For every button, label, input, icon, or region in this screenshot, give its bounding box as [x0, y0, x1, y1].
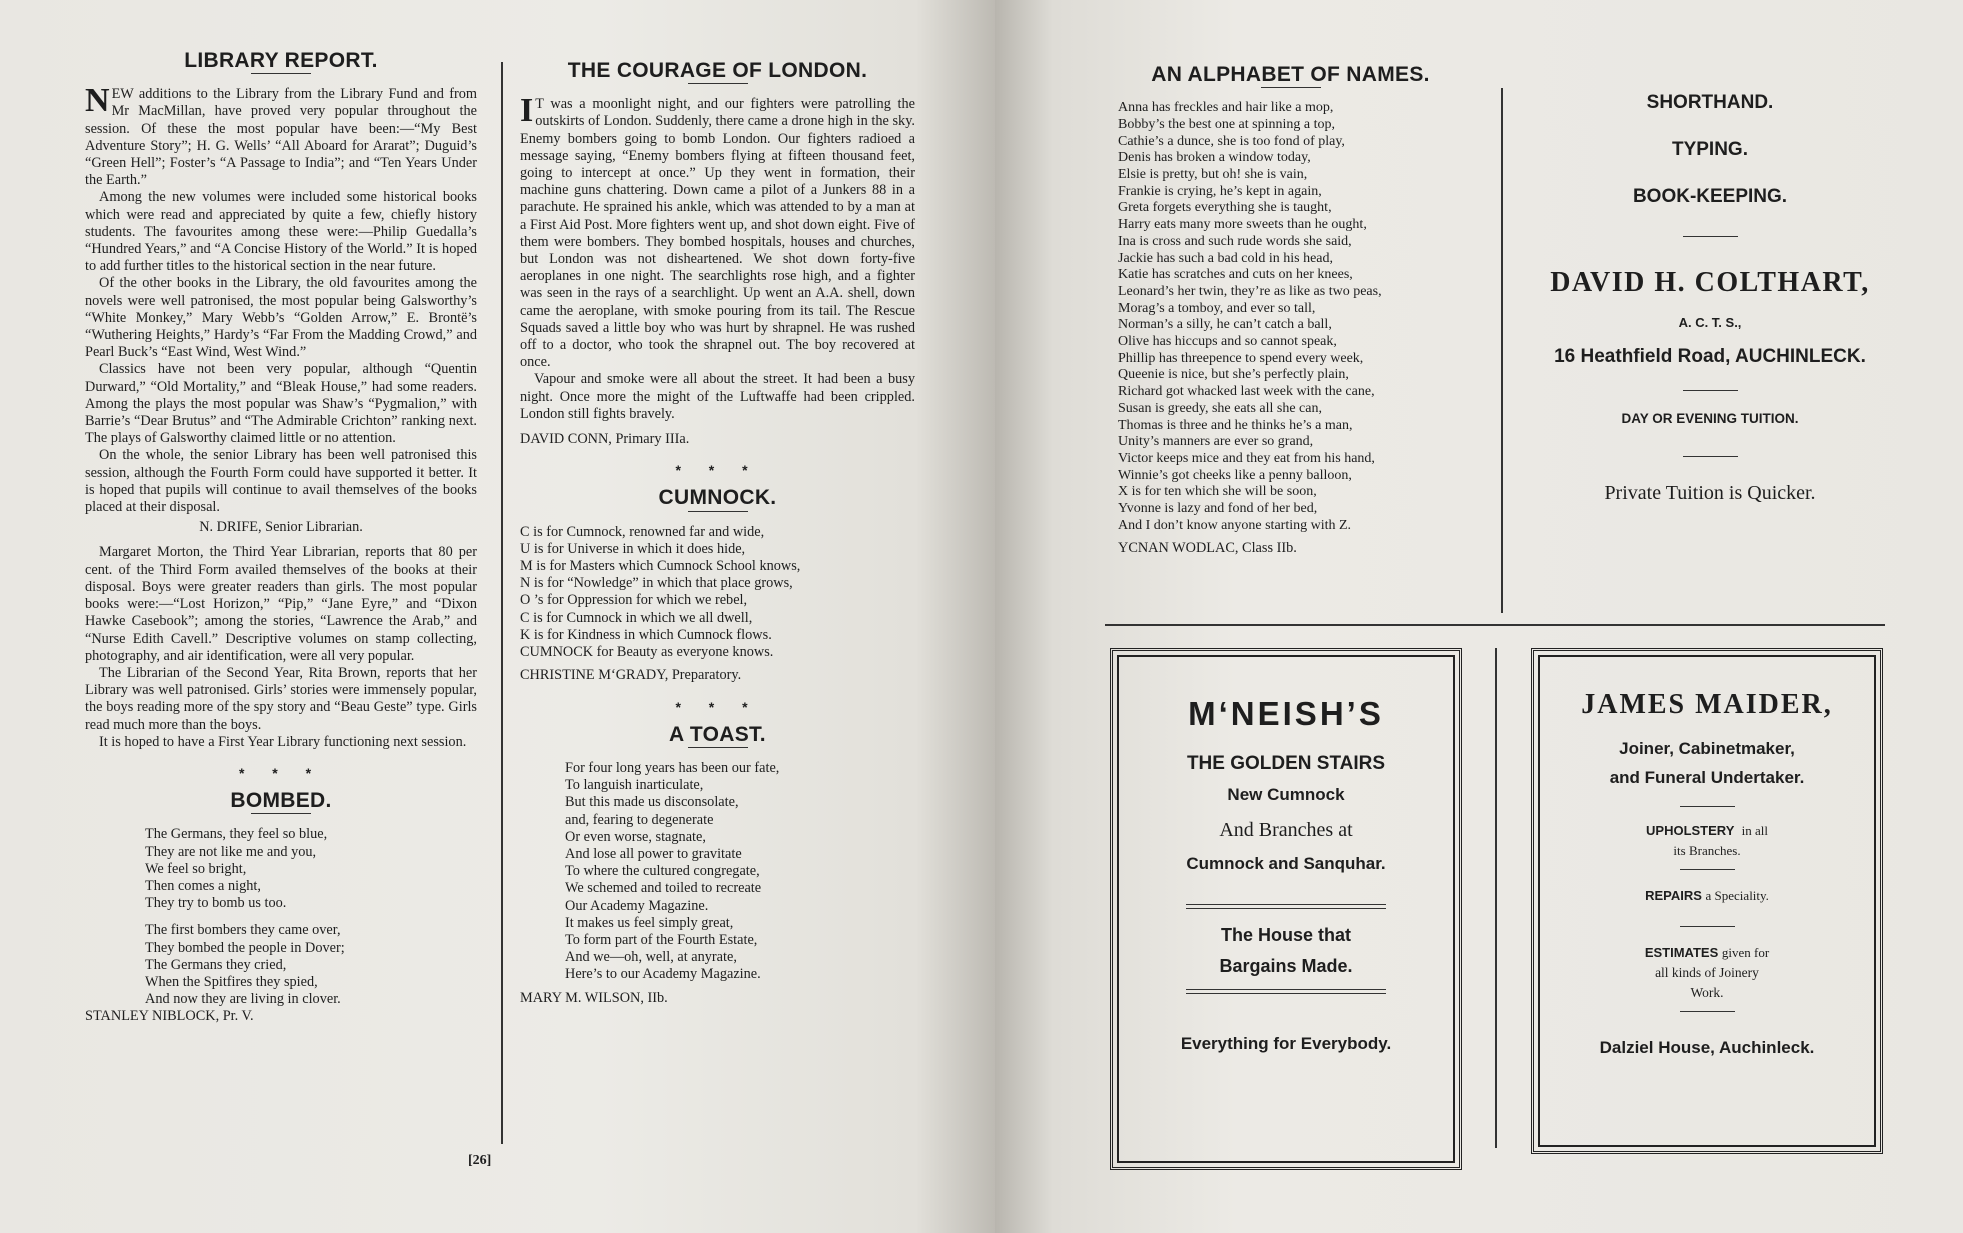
ad-text: BOOK-KEEPING.	[1632, 186, 1788, 207]
title-rule	[688, 511, 748, 512]
column-divider	[501, 62, 503, 1144]
ad-text: The House that	[1220, 925, 1351, 945]
poem-line: U is for Universe in which it does hide,	[520, 540, 746, 557]
ad-text: SHORTHAND.	[1646, 92, 1774, 113]
ad-rule	[1683, 390, 1738, 391]
ad-text: Bargains Made.	[1219, 956, 1353, 976]
dropcap: N	[85, 82, 110, 120]
ad-text: its Branches.	[1673, 843, 1741, 858]
poem-line: But this made us disconsolate,	[565, 794, 739, 811]
ad-text: New Cumnock	[1227, 785, 1345, 804]
poem-line: CUMNOCK for Beauty as everyone knows.	[520, 644, 774, 661]
toast-title: A TOAST.	[669, 722, 766, 746]
poem-line: Our Academy Magazine.	[565, 897, 709, 914]
ad-text: Work.	[1690, 985, 1724, 1000]
toast-signature: MARY M. WILSON, IIb.	[520, 989, 668, 1006]
poem-line: And now they are living in clover.	[145, 991, 341, 1008]
ad-name: JAMES MAIDER,	[1581, 689, 1833, 720]
ad-text: And Branches at	[1219, 819, 1353, 841]
section-separator: * * *	[238, 764, 324, 781]
title-rule	[1261, 87, 1321, 88]
page-number: [26]	[468, 1153, 492, 1168]
horizontal-divider	[1105, 624, 1885, 626]
poem-line: For four long years has been our fate,	[565, 759, 780, 776]
poem-line: Or even worse, stagnate,	[565, 828, 706, 845]
poem-line: Olive has hiccups and so cannot speak,	[1118, 334, 1337, 350]
poem-line: Thomas is three and he thinks he’s a man,	[1118, 417, 1353, 433]
ad-address: 16 Heathfield Road, AUCHINLECK.	[1554, 346, 1866, 367]
ad-address: Dalziel House, Auchinleck.	[1599, 1038, 1815, 1057]
courage-signature: DAVID CONN, Primary IIIa.	[520, 431, 690, 448]
poem-line: The first bombers they came over,	[145, 922, 341, 939]
poem-line: C is for Cumnock, renowned far and wide,	[520, 523, 765, 540]
bombed-stanza-1	[145, 826, 477, 912]
library-report-title: LIBRARY REPORT.	[184, 49, 378, 72]
poem-line: They try to bomb us too.	[145, 895, 287, 912]
poem-line: We schemed and toiled to recreate	[565, 880, 762, 897]
poem-line: Phillip has threepence to spend every week,	[1118, 350, 1364, 366]
ad-text: and Funeral Undertaker.	[1609, 768, 1805, 787]
poem-line: and, fearing to degenerate	[565, 811, 714, 828]
dropcap: I	[520, 92, 534, 130]
poem-line: Ina is cross and such rude words she said,	[1118, 233, 1352, 249]
poem-line: C is for Cumnock in which we all dwell,	[520, 609, 753, 626]
ad-rule	[1683, 236, 1738, 237]
ad-text: UPHOLSTERY in all	[1646, 823, 1768, 838]
poem-line: Norman’s a silly, he can’t catch a ball,	[1118, 317, 1332, 333]
section-separator: * * *	[675, 698, 760, 715]
poem-line: Victor keeps mice and they eat from his hand,	[1118, 450, 1375, 466]
courage-column	[520, 59, 915, 1007]
poem-line: They are not like me and you,	[145, 843, 317, 860]
poem-line: Greta forgets everything she is taught,	[1118, 200, 1332, 216]
poem-line: Here’s to our Academy Magazine.	[565, 966, 761, 983]
poem-line: Frankie is crying, he’s kept in again,	[1118, 183, 1322, 199]
ad-rule	[1680, 1011, 1735, 1012]
poem-line: O ’s for Oppression for which we rebel,	[520, 592, 748, 609]
library-report-column	[85, 49, 477, 1026]
library-report-paragraph: Margaret Morton, the Third Year Librarian, reports that 80 per cent. of the Third Form availed themselves of the books at their disposal. Boys were greater readers than girls. The most popular books were:—“Lost Horizon,” “Pip,” “Jane Eyre,” and “Dixon Hawke Casebook”; among the stories, “Lawrence the Arab,” and “Nurse Edith Cavell.” Descriptive volumes on stamp collecting, photography, and air identification, were all very popular.	[85, 544, 477, 664]
poem-line: It makes us feel simply great,	[565, 914, 734, 931]
poem-line: N is for “Nowledge” in which that place grows,	[520, 575, 793, 592]
ad-slogan: Private Tuition is Quicker.	[1604, 482, 1816, 504]
poem-line: Jackie has such a bad cold in his head,	[1118, 250, 1333, 266]
library-report-paragraph: It is hoped to have a First Year Library functioning next session.	[99, 733, 467, 750]
ad-name: DAVID H. COLTHART,	[1550, 267, 1870, 298]
poem-line: Katie has scratches and cuts on her knees,	[1118, 267, 1353, 283]
maider-advert	[1531, 648, 1883, 1154]
poem-line: Elsie is pretty, but oh! she is vain,	[1118, 167, 1308, 183]
library-report-paragraph: Classics have not been very popular, although “Quentin Durward,” “Old Mortality,” and “Bleak House,” had some readers. Among the plays the most popular was Shaw’s “Pygmalion,” with Barrie’s “Dear Brutus” and “The Admirable Crichton” ranking next. The plays of Galsworthy claimed little or no attention.	[85, 361, 477, 447]
library-report-paragraph: The Librarian of the Second Year, Rita Brown, reports that her Library was well patronised. Girls’ stories were immensely popular, the boys reading more of the spy story and “Beau Geste” type. Girls read much more than the boys.	[85, 664, 477, 733]
alphabet-poem	[1118, 100, 1463, 534]
ad-text: all kinds of Joinery	[1655, 965, 1759, 980]
library-report-paragraph: Among the new volumes were included some historical books which were read and appreciated by quite a few, chiefly history students. The favourites among these were:—Philip Guedalla’s “Hundred Years,” and “A Concise History of the World.” It is hoped to add further titles to the historical section in the near future.	[85, 189, 477, 275]
right-page	[995, 0, 1963, 1233]
library-report-paragraph: On the whole, the senior Library has been well patronised this session, although the Fourth Form could have supported it better. It is hoped that pupils will continue to avail themselves of the books placed at their disposal.	[85, 447, 477, 516]
poem-line: They bombed the people in Dover;	[145, 939, 345, 956]
cumnock-title: CUMNOCK.	[658, 486, 777, 510]
poem-line: M is for Masters which Cumnock School knows,	[520, 558, 801, 575]
poem-line: Queenie is nice, but she’s perfectly plain,	[1118, 367, 1349, 383]
courage-title: THE COURAGE OF LONDON.	[567, 59, 868, 82]
ad-text: DAY OR EVENING TUITION.	[1621, 411, 1799, 426]
ad-rule	[1683, 456, 1738, 457]
library-report-paragraph: NEW additions to the Library from the Library Fund and from Mr MacMillan, have proved very popular throughout the session. Of these the most popular have been:—“My Best Adventure Story”; H. G. Wells’ “All Aboard for Ararat”; Duguid’s “Green Hell”; Foster’s “A Passage to India”; and “Ten Years Under the Earth.”	[85, 82, 477, 189]
alphabet-title: AN ALPHABET OF NAMES.	[1151, 63, 1430, 86]
poem-line: And I don’t know anyone starting with Z.	[1118, 517, 1352, 533]
poem-line: Winnie’s got cheeks like a penny balloon,	[1118, 467, 1352, 483]
library-report-signature: N. DRIFE, Senior Librarian.	[199, 519, 363, 536]
poem-line: Yvonne is lazy and fond of her bed,	[1118, 501, 1318, 517]
poem-line: Anna has freckles and hair like a mop,	[1118, 100, 1334, 116]
poem-line: To languish inarticulate,	[565, 777, 704, 794]
bombed-signature: STANLEY NIBLOCK, Pr. V.	[85, 1008, 254, 1025]
poem-line: Unity’s manners are ever so grand,	[1118, 434, 1314, 450]
poem-line: X is for ten which she will be soon,	[1118, 484, 1317, 500]
poem-line: Bobby’s the best one at spinning a top,	[1118, 116, 1335, 132]
cumnock-poem	[520, 524, 915, 662]
ad-text: ESTIMATES given for	[1644, 945, 1770, 960]
poem-line: We feel so bright,	[145, 860, 247, 877]
title-rule	[688, 83, 748, 84]
poem-line: Leonard’s her twin, they’re as like as two peas,	[1118, 283, 1382, 299]
poem-line: Then comes a night,	[145, 877, 261, 894]
title-rule	[251, 73, 311, 74]
ad-text: REPAIRS a Speciality.	[1645, 888, 1769, 903]
poem-line: To where the cultured congregate,	[565, 863, 760, 880]
poem-line: And lose all power to gravitate	[565, 845, 742, 862]
ad-text: A. C. T. S.,	[1678, 315, 1742, 330]
ad-rule	[1680, 869, 1735, 870]
poem-line: When the Spitfires they spied,	[145, 973, 318, 990]
poem-line: To form part of the Fourth Estate,	[565, 931, 758, 948]
alphabet-column	[1118, 63, 1463, 558]
bombed-stanza-2	[145, 922, 477, 1008]
ad-rule	[1680, 926, 1735, 927]
alphabet-signature: YCNAN WODLAC, Class IIb.	[1118, 540, 1297, 557]
ad-double-rule	[1186, 904, 1386, 909]
colthart-advert	[1510, 92, 1910, 505]
section-separator: * * *	[675, 462, 760, 479]
ad-text: THE GOLDEN STAIRS	[1186, 753, 1386, 774]
courage-paragraph: Vapour and smoke were all about the street. It had been a busy night. Once more the might of the Luftwaffe had been crippled. London still fights bravely.	[520, 371, 915, 422]
ad-rule	[1680, 806, 1735, 807]
ad-slogan: Everything for Everybody.	[1180, 1034, 1392, 1053]
ad-text: Cumnock and Sanquhar.	[1186, 854, 1386, 873]
poem-line: Richard got whacked last week with the cane,	[1118, 384, 1375, 400]
cumnock-signature: CHRISTINE M‘GRADY, Preparatory.	[520, 667, 742, 684]
mneish-advert	[1110, 648, 1462, 1170]
poem-line: Denis has broken a window today,	[1118, 150, 1311, 166]
bombed-title: BOMBED.	[230, 789, 332, 813]
poem-line: The Germans they cried,	[145, 956, 287, 973]
toast-poem	[520, 760, 915, 984]
poem-line: K is for Kindness in which Cumnock flows.	[520, 626, 772, 643]
poem-line: The Germans, they feel so blue,	[145, 826, 328, 843]
ad-double-rule	[1186, 989, 1386, 994]
poem-line: Susan is greedy, she eats all she can,	[1118, 400, 1322, 416]
title-rule	[688, 747, 748, 748]
poem-line: Harry eats many more sweets than he ought,	[1118, 217, 1367, 233]
poem-line: Morag’s a tomboy, and ever so tall,	[1118, 300, 1316, 316]
poem-line: And we—oh, well, at anyrate,	[565, 949, 737, 966]
ad-text: TYPING.	[1671, 139, 1748, 160]
courage-paragraph: I T was a moonlight night, and our fighters were patrolling the outskirts of London. Suddenly, there came a drone high in the sky. Enemy bombers going to bomb London. Our fighters radioed a message saying, “Enemy bombers flying at fifteen thousand feet, going to intercept at once.” Up they went in formation, their machine guns chattering. Down came a pilot of a Junkers 88 in a parachute. He sprained his ankle, which was attended to by a man at a First Aid Post. More fighters went up, and shot down eight. Five of them were bombers. They bombed hospitals, houses and churches, but London was not disheartened. We shot down forty-five aeroplanes in one night. The searchlights rose high, and a fighter was seen in the rays of a searchlight. Up went an A.A. shell, down came the aeroplane, with smoke pouring from its tail. The Rescue Squads saved a little boy who was hurt by shrapnel. He was rushed off to a doctor, who took the shrapnel out. The boy recovered at once.	[520, 92, 915, 371]
library-report-paragraph: Of the other books in the Library, the old favourites among the novels were well patronised, the most popular being Galsworthy’s “White Monkey,” Mary Webb’s “Golden Arrow,” E. Brontë’s “Wuthering Heights,” Hardy’s “Far From the Madding Crowd,” and Pearl Buck’s “East Wind, West Wind.”	[85, 275, 477, 361]
ad-name: M‘NEISH’S	[1188, 695, 1384, 732]
poem-line: Cathie’s a dunce, she is too fond of play,	[1118, 133, 1345, 149]
ad-text: Joiner, Cabinetmaker,	[1619, 739, 1795, 758]
column-divider	[1501, 88, 1503, 613]
column-divider	[1495, 648, 1497, 1148]
title-rule	[251, 813, 311, 814]
